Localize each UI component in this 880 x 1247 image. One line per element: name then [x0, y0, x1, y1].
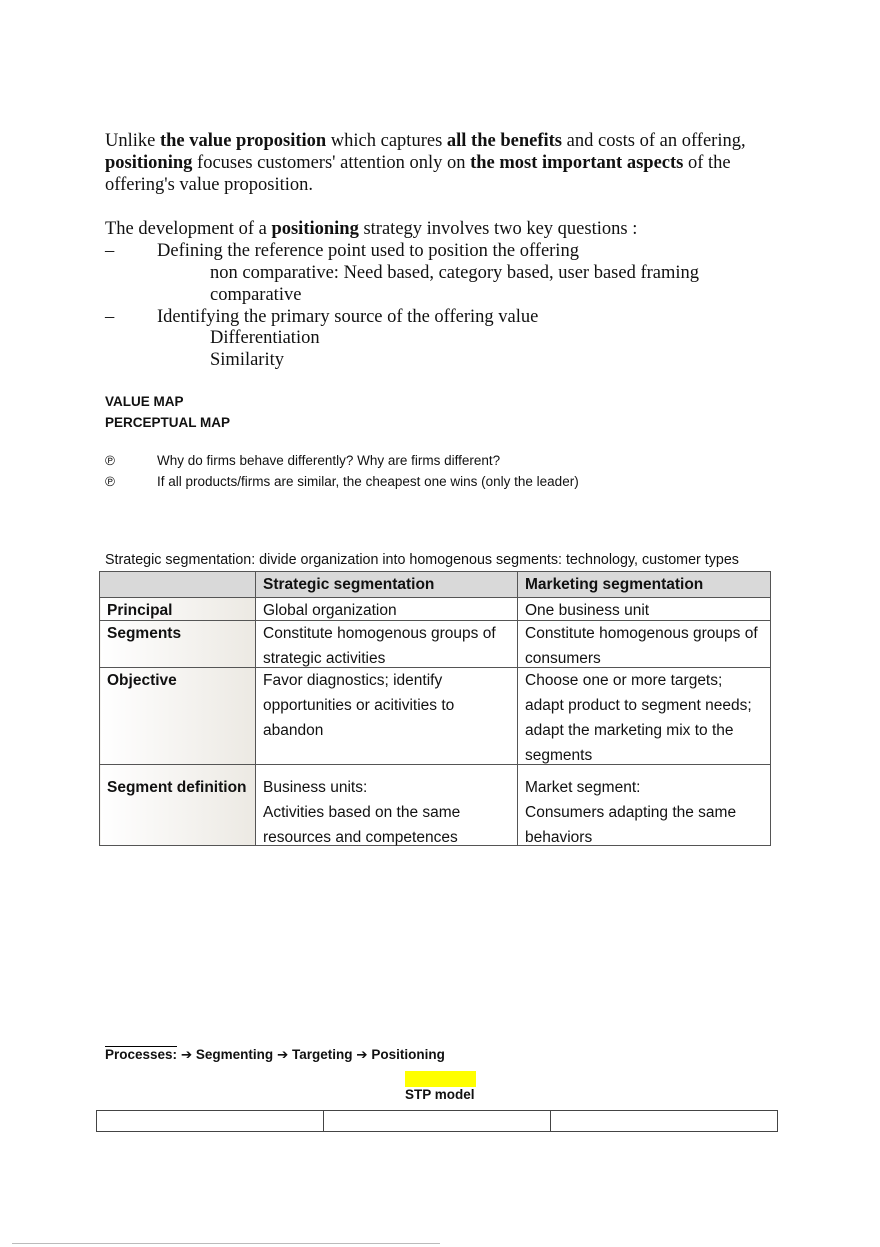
- row-label-segments: Segments: [100, 621, 256, 668]
- cell-marketing: Choose one or more targets; adapt product to segment needs; adapt the marketing mix to the segments: [518, 668, 771, 765]
- bullet-item: If all products/firms are similar, the cheapest one wins (only the leader): [157, 474, 579, 489]
- stp-model-label: STP model: [405, 1087, 475, 1102]
- table-row: [100, 598, 771, 621]
- bullet-icon: ℗: [105, 474, 115, 489]
- positioning-question-intro: The development of a positioning strategy involves two key questions :: [105, 219, 638, 239]
- row-label-objective: Objective: [100, 668, 256, 765]
- row-label-principal: Principal: [100, 598, 256, 621]
- question-1: Defining the reference point used to position the offering: [157, 241, 579, 261]
- body-text: and costs of an offering,: [562, 131, 746, 151]
- highlight-mark: [405, 1071, 476, 1087]
- emphasis-text: the most important aspects: [470, 153, 684, 173]
- question-2-sub-1: Differentiation: [210, 328, 320, 348]
- empty-cell: [324, 1111, 551, 1132]
- processes-label: Processes:: [105, 1047, 178, 1062]
- empty-table: [96, 1110, 778, 1132]
- bullet-icon: ℗: [105, 453, 115, 468]
- question-1-sub-2: comparative: [210, 285, 302, 305]
- process-step-targeting: Targeting: [292, 1047, 353, 1062]
- value-map-heading: VALUE MAP: [105, 394, 184, 409]
- segmentation-table: [99, 571, 771, 846]
- body-text: focuses customers' attention only on: [192, 153, 471, 173]
- perceptual-map-heading: PERCEPTUAL MAP: [105, 415, 231, 430]
- header-marketing: Marketing segmentation: [518, 572, 771, 598]
- emphasis-text: the value proposition: [159, 131, 327, 151]
- cell-strategic: Favor diagnostics; identify opportunities or acitivities to abandon: [256, 668, 518, 765]
- header-strategic: Strategic segmentation: [256, 572, 518, 598]
- cell-strategic: Business units: Activities based on the same resources and competences: [256, 765, 518, 846]
- cell-strategic: Constitute homogenous groups of strategic activities: [256, 621, 518, 668]
- table-row: [100, 668, 771, 765]
- cell-strategic: Global organization: [256, 598, 518, 621]
- process-step-positioning: Positioning: [371, 1047, 445, 1062]
- intro-paragraph: [105, 130, 805, 196]
- empty-cell: [97, 1111, 324, 1132]
- body-text: which captures: [326, 131, 447, 151]
- body-text: of the offering's value proposition.: [105, 153, 731, 195]
- table-row: [100, 765, 771, 846]
- cell-marketing: Constitute homogenous groups of consumers: [518, 621, 771, 668]
- header-empty: [100, 572, 256, 598]
- dash-bullet: –: [105, 307, 115, 327]
- question-2: Identifying the primary source of the offering value: [157, 307, 539, 327]
- row-label-segment-definition: Segment definition: [100, 765, 256, 846]
- footnote-separator: [12, 1243, 440, 1244]
- arrow-icon: ➔: [276, 1047, 289, 1062]
- processes-line: [105, 1047, 445, 1063]
- arrow-icon: ➔: [356, 1047, 368, 1062]
- cell-marketing: Market segment: Consumers adapting the same behaviors: [518, 765, 771, 846]
- emphasis-text: all the benefits: [446, 131, 563, 151]
- bullet-item: Why do firms behave differently? Why are firms different?: [157, 453, 501, 468]
- question-1-sub-1: non comparative: Need based, category based, user based framing: [210, 263, 700, 283]
- arrow-icon: ➔: [180, 1047, 193, 1062]
- table-header-row: [100, 572, 771, 598]
- segmentation-caption: Strategic segmentation: divide organization into homogenous segments: technology, customer types: [105, 552, 739, 568]
- body-text: Unlike: [105, 131, 160, 151]
- question-2-sub-2: Similarity: [210, 350, 284, 370]
- process-step-segmenting: Segmenting: [195, 1047, 274, 1062]
- table-row: [97, 1111, 778, 1132]
- empty-cell: [551, 1111, 778, 1132]
- table-row: [100, 621, 771, 668]
- emphasis-text: positioning: [105, 153, 193, 173]
- cell-marketing: One business unit: [518, 598, 771, 621]
- dash-bullet: –: [105, 241, 115, 261]
